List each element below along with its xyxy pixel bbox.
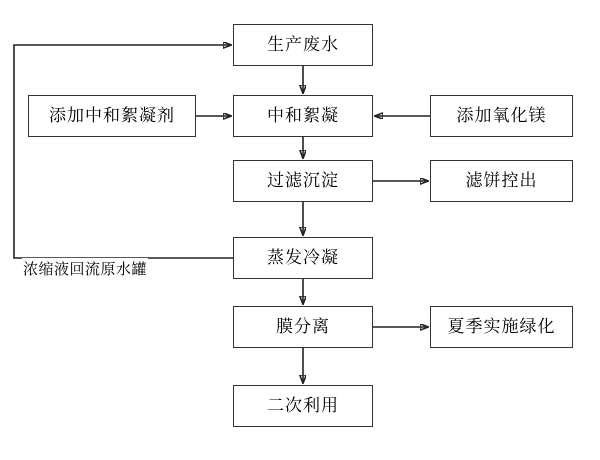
label-concentrate-return-to-raw-water-tank [22,258,148,279]
node-label: 添加中和絮凝剂 [49,105,175,126]
node-label: 生产废水 [267,34,339,55]
node-filter-cake-discharge[interactable] [430,160,573,202]
node-production-wastewater[interactable] [233,24,373,66]
node-filtration-sedimentation[interactable] [233,160,373,202]
free-label-text: 浓缩液回流原水罐 [23,260,148,278]
node-add-magnesium-oxide[interactable] [430,95,573,137]
node-label: 过滤沉淀 [267,170,339,191]
connector-recycle-loop [14,45,233,258]
node-label: 添加氧化镁 [456,105,547,126]
node-label: 夏季实施绿化 [447,316,556,337]
node-label: 二次利用 [267,395,339,416]
node-label: 蒸发冷凝 [267,247,339,268]
node-membrane-separation[interactable] [233,306,373,348]
node-summer-greening[interactable] [430,306,573,348]
node-evaporation-condensation[interactable] [233,237,373,279]
node-label: 滤饼控出 [465,170,538,191]
node-add-neutralizing-flocculant[interactable] [28,95,196,137]
node-neutralization-flocculation[interactable] [233,95,373,137]
node-label: 膜分离 [276,316,330,337]
node-secondary-reuse[interactable] [233,385,373,427]
node-label: 中和絮凝 [267,105,339,126]
